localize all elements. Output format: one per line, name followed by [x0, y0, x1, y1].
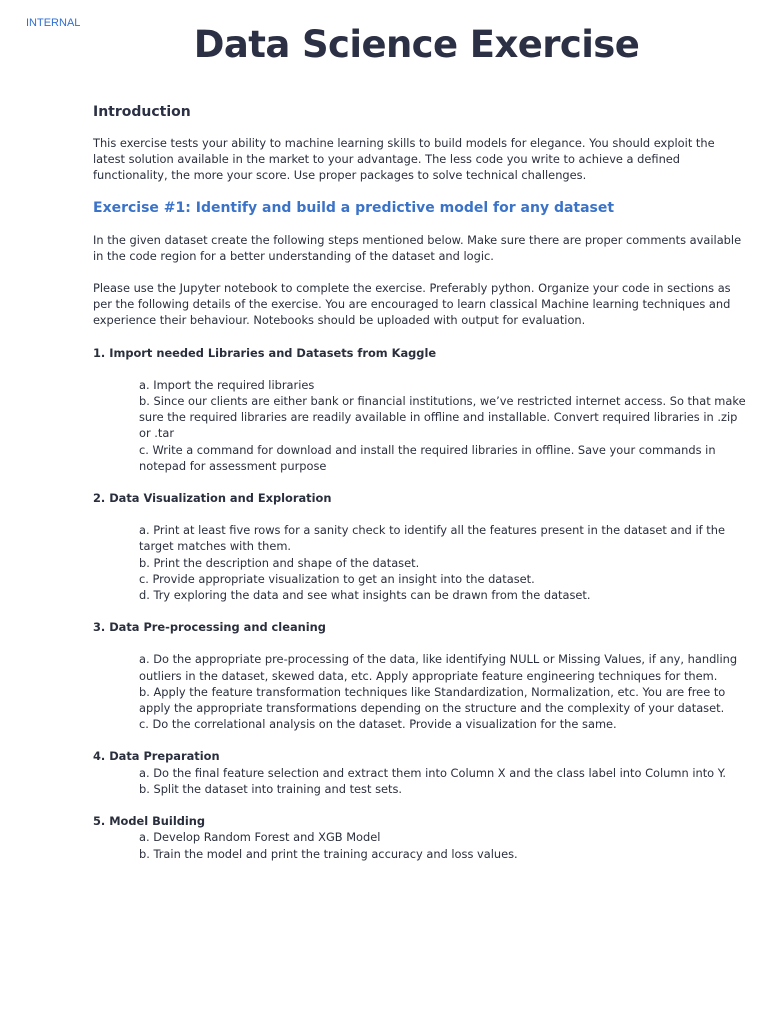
list-item: b. Since our clients are either bank or financial institutions, we’ve restricted internet access. So that make sure the required libraries are readily available in offline and installable. Convert required libraries in .zip or .tar	[139, 394, 746, 441]
section-items	[139, 522, 748, 603]
introduction-text: This exercise tests your ability to machine learning skills to build models for elegance. You should exploit the latest solution available in the market to your advantage. The less code you write to achieve a defined functionality, the more your score. Use proper packages to solve technical challenges.	[93, 136, 715, 183]
list-item: c. Write a command for download and install the required libraries in offline. Save your commands in notepad for assessment purpose	[139, 442, 716, 473]
list-item: a. Print at least five rows for a sanity check to identify all the features present in the dataset and if the target matches with them.	[139, 523, 725, 554]
list-item: a. Develop Random Forest and XGB Model	[139, 830, 381, 845]
list-item: b. Print the description and shape of the dataset.	[139, 555, 420, 570]
section-title: 3. Data Pre-processing and cleaning	[93, 620, 326, 635]
introduction-heading: Introduction	[93, 104, 191, 120]
document-title: Data Science Exercise	[193, 23, 640, 66]
list-item: a. Do the appropriate pre-processing of the data, like identifying NULL or Missing Values, if any, handling outliers in the dataset, skewed data, etc. Apply appropriate feature engineering techniques for them.	[139, 652, 738, 683]
list-item: a. Do the final feature selection and extract them into Column X and the class label into Column into Y.	[139, 765, 727, 780]
list-item: c. Provide appropriate visualization to get an insight into the dataset.	[139, 571, 535, 586]
section-items	[139, 377, 748, 474]
section-title: 5. Model Building	[93, 814, 206, 829]
section-title: 4. Data Preparation	[93, 749, 220, 764]
list-item: b. Apply the feature transformation techniques like Standardization, Normalization, etc. You are free to apply the appropriate transformations depending on the structure and the complexity of your dataset.	[139, 684, 726, 716]
list-item: d. Try exploring the data and see what insights can be drawn from the dataset.	[139, 588, 591, 603]
exercise-heading: Exercise #1: Identify and build a predictive model for any dataset	[93, 199, 615, 216]
exercise-intro-paragraph: In the given dataset create the following steps mentioned below. Make sure there are proper comments available in the code region for a better understanding of the dataset and logic.	[93, 232, 742, 263]
list-item: c. Do the correlational analysis on the dataset. Provide a visualization for the same.	[139, 717, 617, 732]
classification-label: INTERNAL	[26, 17, 81, 29]
list-item: a. Import the required libraries	[139, 377, 315, 392]
document-body	[93, 103, 748, 862]
section-title: 2. Data Visualization and Exploration	[93, 491, 332, 506]
section-items	[139, 765, 748, 797]
exercise-instructions-paragraph: Please use the Jupyter notebook to complete the exercise. Preferably python. Organize your code in sections as per the following details of the exercise. You are encouraged to learn classical Machine learning techniques and experience their behaviour. Notebooks should be uploaded with output for evaluation.	[93, 281, 731, 328]
list-item: b. Split the dataset into training and test sets.	[139, 781, 403, 796]
section-items	[139, 829, 748, 861]
section-items	[139, 651, 748, 732]
list-item: b. Train the model and print the training accuracy and loss values.	[139, 846, 518, 861]
section-title: 1. Import needed Libraries and Datasets from Kaggle	[93, 345, 437, 360]
